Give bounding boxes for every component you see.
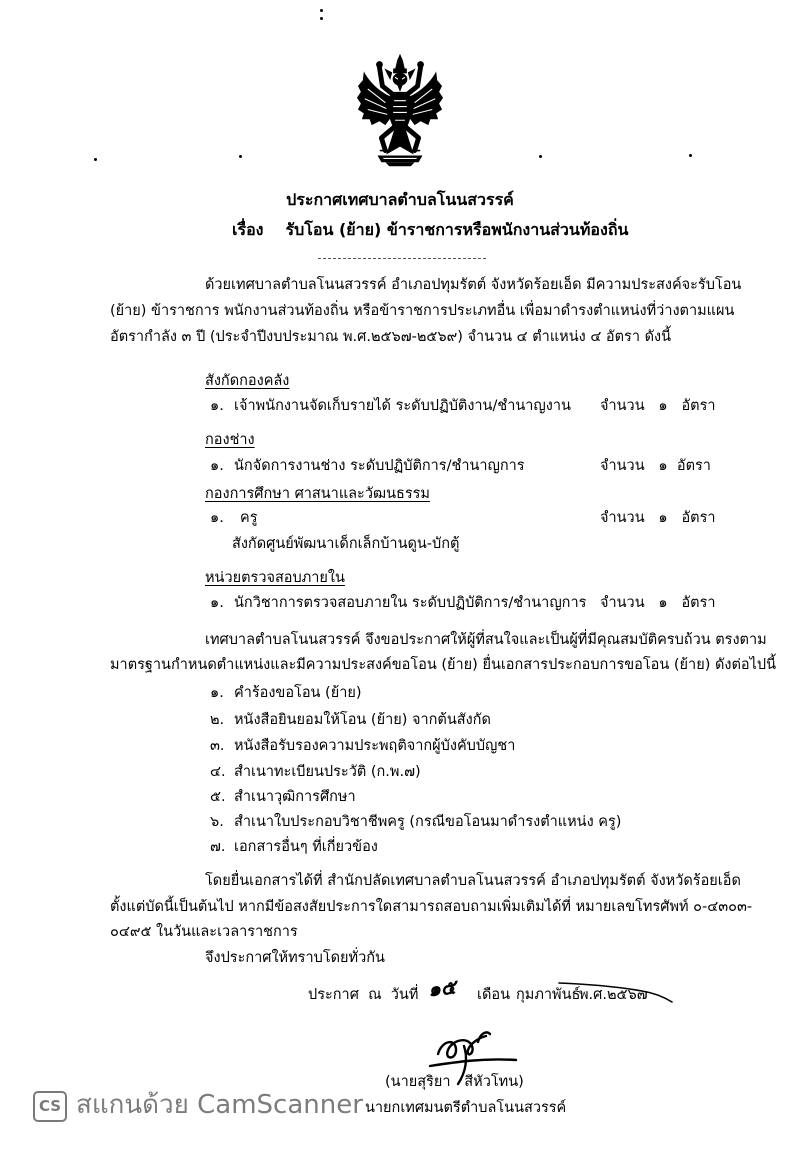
intro-line: ด้วยเทศบาลตำบลโนนสวรรค์ อำเภอปทุมรัตต์ จังหวัดร้อยเอ็ด มีความประสงค์จะรับโอน bbox=[205, 277, 742, 293]
document-item: คำร้องขอโอน (ย้าย) bbox=[234, 685, 362, 701]
scan-speck bbox=[94, 158, 97, 161]
scan-speck bbox=[320, 17, 323, 20]
watermark-text: สแกนด้วย CamScanner bbox=[76, 1090, 363, 1120]
department-heading: กองช่าง bbox=[205, 432, 255, 448]
position-count: จำนวน ๑ อัตรา bbox=[600, 595, 716, 611]
subject-text: รับโอน (ย้าย) ข้าราชการหรือพนักงานส่วนท้องถิ่น bbox=[285, 220, 629, 239]
submission-line: โดยยื่นเอกสารได้ที่ สำนักปลัดเทศบาลตำบลโนนสวรรค์ อำเภอปทุมรัตต์ จังหวัดร้อยเอ็ด bbox=[205, 873, 741, 889]
closing-line: จึงประกาศให้ทราบโดยทั่วกัน bbox=[205, 950, 385, 966]
document-number: ๓. bbox=[210, 738, 225, 754]
item-number: ๑. bbox=[210, 398, 224, 414]
document-number: ๗. bbox=[210, 839, 226, 855]
subject-label: เรื่อง bbox=[232, 220, 264, 239]
document-item: หนังสือยินยอมให้โอน (ย้าย) จากต้นสังกัด bbox=[234, 712, 491, 728]
department-heading: หน่วยตรวจสอบภายใน bbox=[205, 570, 345, 586]
position-title: นักจัดการงานช่าง ระดับปฏิบัติการ/ชำนาญการ bbox=[234, 458, 525, 474]
position-count: จำนวน ๑ อัตรา bbox=[600, 510, 716, 526]
date-month: กุมภาพันธ์ bbox=[516, 987, 581, 1003]
department-heading: กองการศึกษา ศาสนาและวัฒนธรรม bbox=[205, 486, 430, 502]
intro-line: อัตรากำลัง ๓ ปี (ประจำปีงบประมาณ พ.ศ.๒๕๖๗-๒๕๖๙) จำนวน ๔ ตำแหน่ง ๔ อัตรา ดังนี้ bbox=[110, 329, 671, 345]
garuda-emblem bbox=[356, 53, 444, 167]
handwritten-stroke bbox=[556, 975, 676, 1005]
position-count: จำนวน ๑ อัตรา bbox=[600, 458, 711, 474]
date-day-handwritten: ๑๕ bbox=[426, 974, 458, 1002]
document-number: ๖. bbox=[210, 814, 224, 830]
document-number: ๒. bbox=[210, 712, 225, 728]
scan-speck bbox=[320, 9, 323, 12]
announcement-title: ประกาศเทศบาลตำบลโนนสวรรค์ bbox=[286, 190, 514, 209]
scan-speck bbox=[239, 155, 242, 158]
position-note: สังกัดศูนย์พัฒนาเด็กเล็กบ้านดูน-บักตู้ bbox=[232, 536, 460, 552]
position-count: จำนวน ๑ อัตรา bbox=[600, 398, 716, 414]
scan-speck bbox=[689, 154, 692, 157]
date-month-label: เดือน bbox=[477, 987, 510, 1003]
position-title: นักวิชาการตรวจสอบภายใน ระดับปฏิบัติการ/ชำนาญการ bbox=[234, 595, 587, 611]
date-year: พ.ศ.๒๕๖๗ bbox=[579, 987, 648, 1003]
document-item: สำเนาใบประกอบวิชาชีพครู (กรณีขอโอนมาดำรงตำแหน่ง ครู) bbox=[234, 814, 622, 830]
document-item: หนังสือรับรองความประพฤติจากผู้บังคับบัญชา bbox=[234, 738, 516, 754]
document-item: สำเนาทะเบียนประวัติ (ก.พ.๗) bbox=[234, 764, 421, 780]
signatory-name: (นายสุริยา สีหัวโทน) bbox=[385, 1074, 524, 1090]
date-prefix: ประกาศ ณ วันที่ bbox=[308, 987, 419, 1003]
document-item: สำเนาวุฒิการศึกษา bbox=[234, 789, 356, 805]
document-number: ๕. bbox=[210, 789, 226, 805]
position-title: เจ้าพนักงานจัดเก็บรายได้ ระดับปฏิบัติงาน/ชำนาญงาน bbox=[234, 398, 571, 414]
subject-line bbox=[232, 219, 628, 241]
submission-line: ๐๔๙๕ ในวันและเวลาราชการ bbox=[110, 924, 298, 940]
intro-line: (ย้าย) ข้าราชการ พนักงานส่วนท้องถิ่น หรือข้าราชการประเภทอื่น เพื่อมาดำรงตำแหน่งที่ว่างตามแผน bbox=[110, 303, 735, 319]
title-divider bbox=[318, 258, 486, 259]
item-number: ๑. bbox=[210, 510, 224, 526]
document-item: เอกสารอื่นๆ ที่เกี่ยวข้อง bbox=[234, 839, 378, 855]
item-number: ๑. bbox=[210, 595, 224, 611]
camscanner-logo: CS bbox=[33, 1091, 67, 1122]
signatory-title: นายกเทศมนตรีตำบลโนนสวรรค์ bbox=[365, 1100, 567, 1116]
item-number: ๑. bbox=[210, 458, 224, 474]
requirements-line: เทศบาลตำบลโนนสวรรค์ จึงขอประกาศให้ผู้ที่สนใจและเป็นผู้ที่มีคุณสมบัติครบถ้วน ตรงตาม bbox=[205, 632, 767, 648]
submission-line: ตั้งแต่บัดนี้เป็นต้นไป หากมีข้อสงสัยประการใดสามารถสอบถามเพิ่มเติมได้ที่ หมายเลขโทรศัพท์ ๐-๔๓๐๓- bbox=[110, 899, 753, 915]
department-heading: สังกัดกองคลัง bbox=[205, 373, 290, 389]
document-number: ๑. bbox=[210, 685, 224, 701]
position-title: ครู bbox=[240, 510, 258, 526]
requirements-line: มาตรฐานกำหนดตำแหน่งและมีความประสงค์ขอโอน (ย้าย) ยื่นเอกสารประกอบการขอโอน (ย้าย) ดังต่อไปนี้ bbox=[110, 657, 776, 673]
document-number: ๔. bbox=[210, 764, 226, 780]
scan-speck bbox=[539, 155, 542, 158]
